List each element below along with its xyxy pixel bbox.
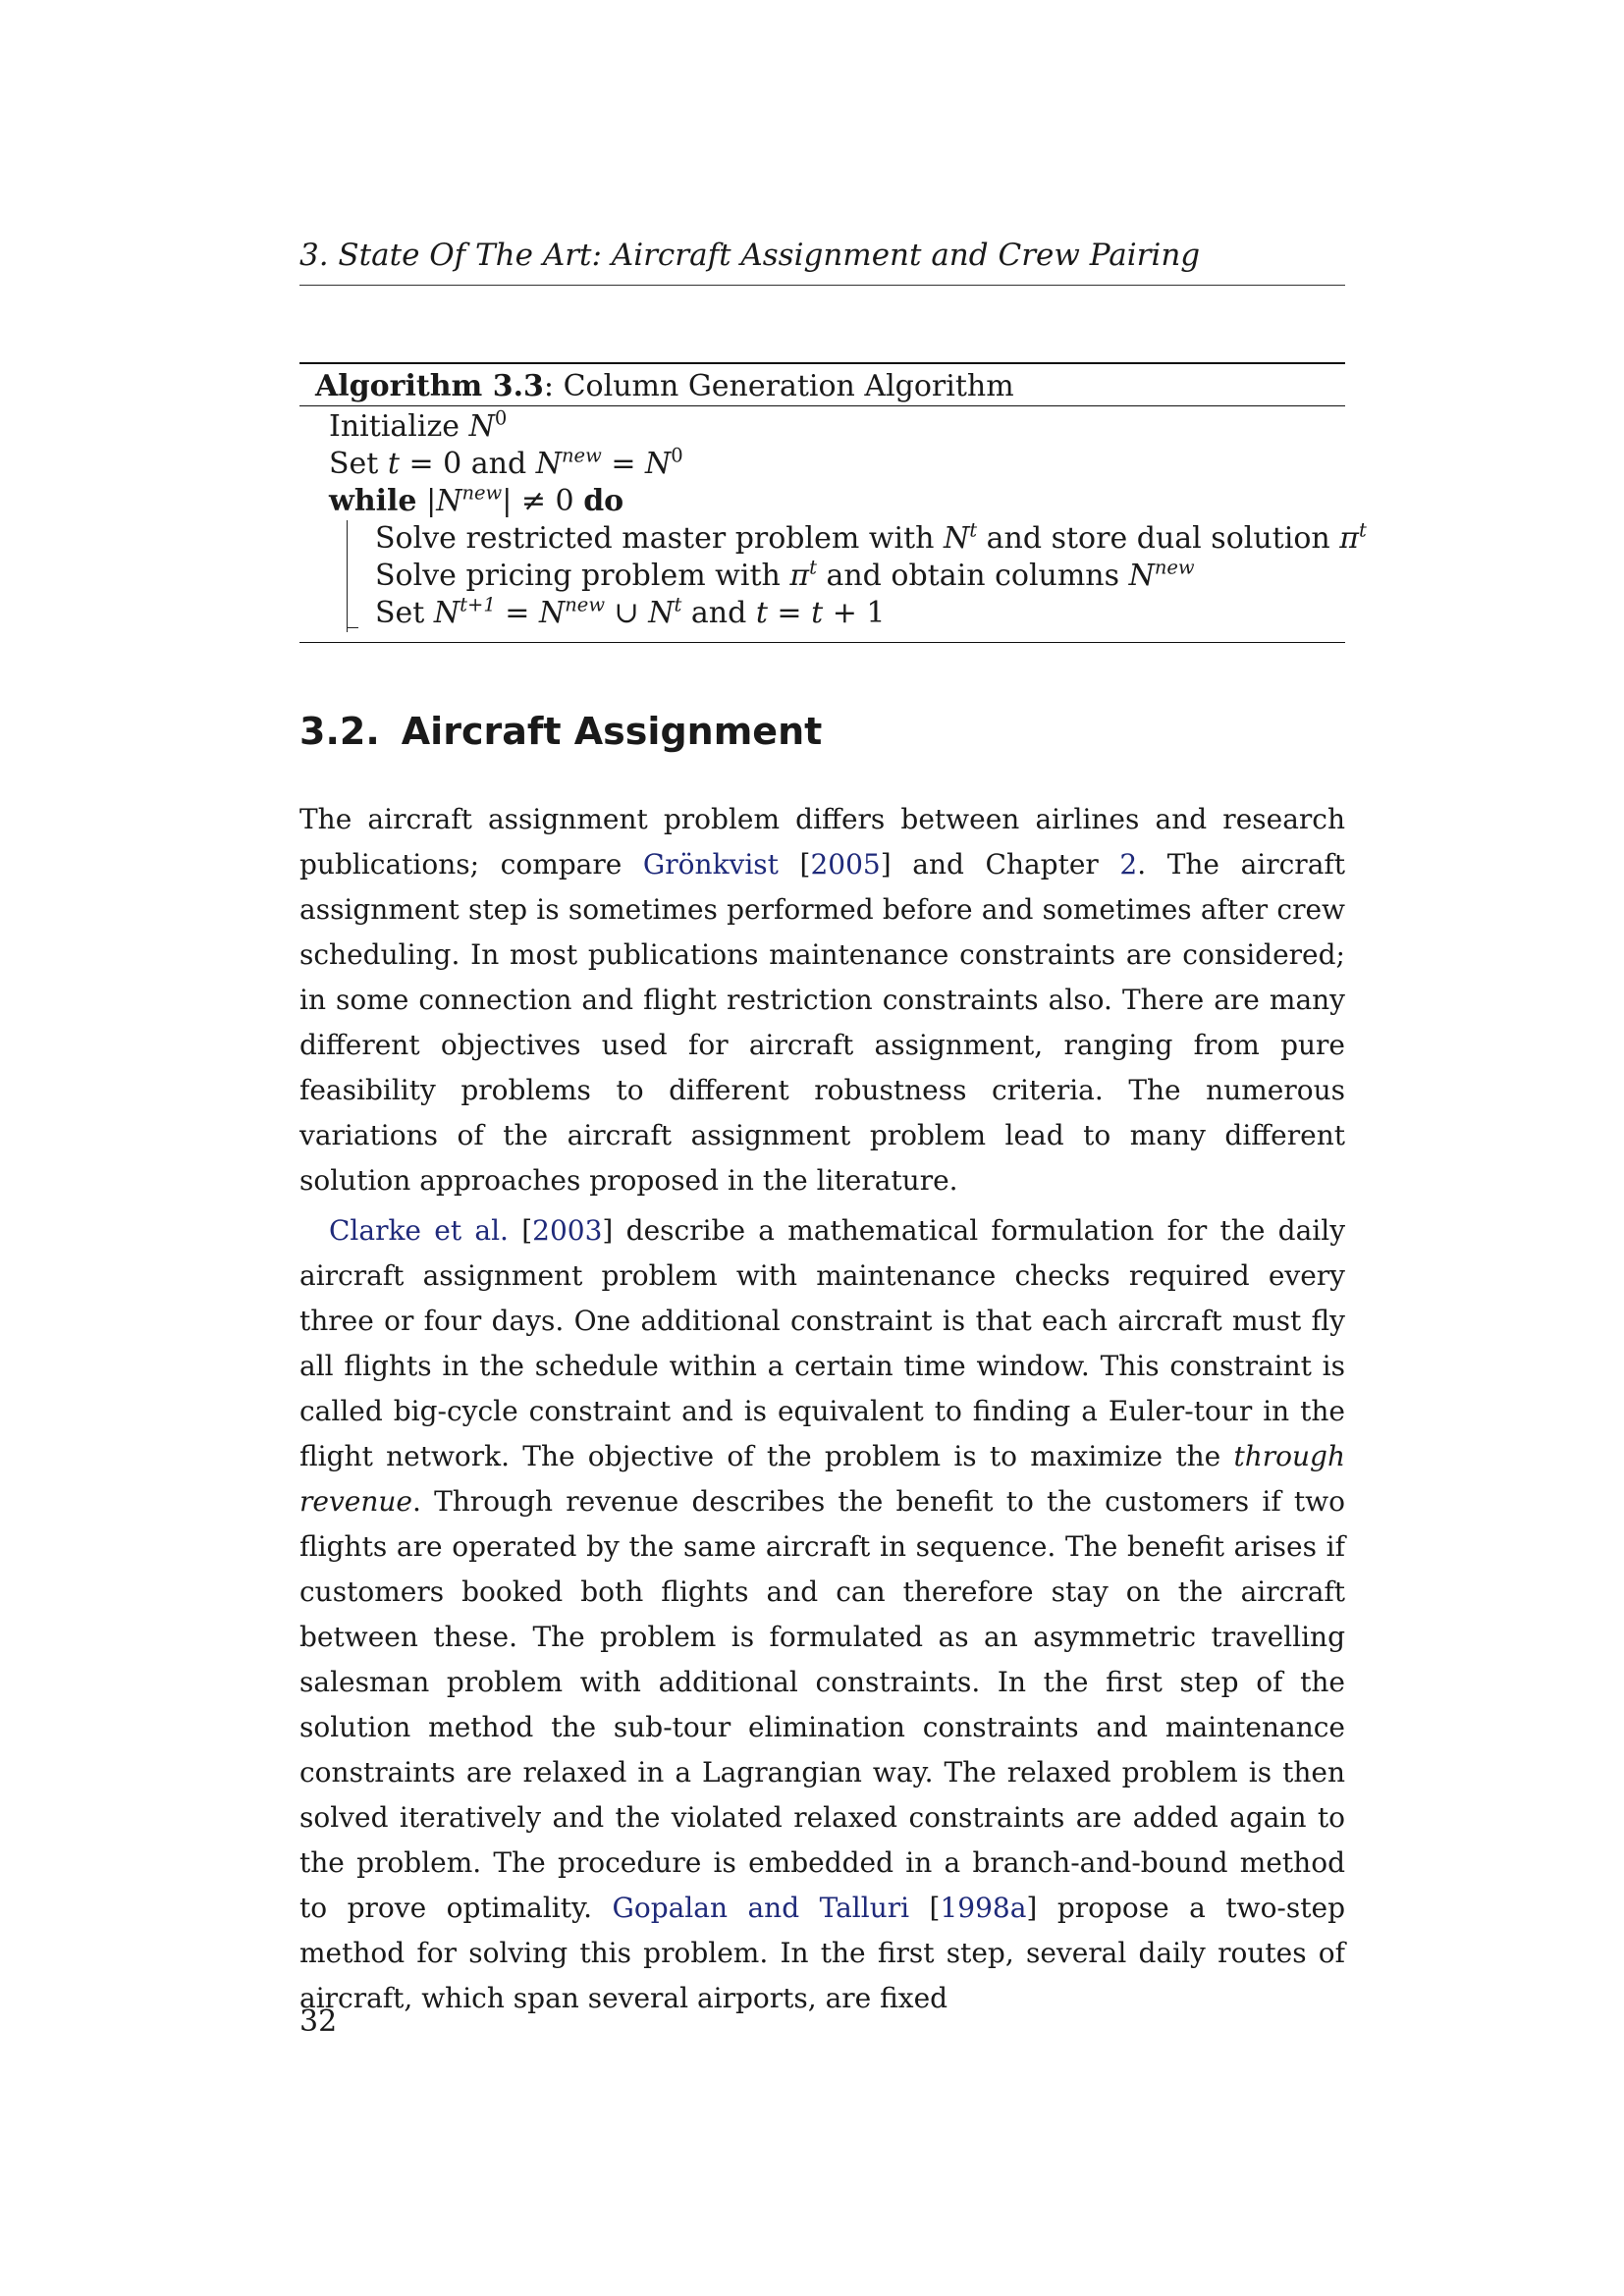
algorithm-line-1: Initialize $N^0$ (329, 406, 508, 444)
citation-year-link[interactable]: 2005 (810, 848, 881, 881)
algorithm-caption (299, 364, 1345, 405)
header-rule (299, 285, 1345, 286)
algorithm-title: Column Generation Algorithm (563, 369, 1014, 403)
paragraph-2: Clarke et al. [2003] describe a mathematical formulation for the daily aircraft assignment problem with maintenance checks required every three or four days. One additional constraint is that each aircraft must fly all flights in the schedule within a certain time window. This constraint is called big-cycle constraint and is equivalent to finding a Euler-tour in the flight network. The objective of the problem is to maximize the through revenue. Through revenue describes the benefit to the customers if two flights are operated by the same aircraft in sequence. The benefit arises if customers booked both flights and can therefore stay on the aircraft between these. The problem is formulated as an asymmetric travelling salesman problem with additional constraints. In the first step of the solution method the sub-tour elimination constraints and maintenance constraints are relaxed in a Lagrangian way. The relaxed problem is then solved iteratively and the violated relaxed constraints are added again to the problem. The procedure is embedded in a branch-and-bound method to prove optimality. Gopalan and Talluri [1998a] propose a two-step method for solving this problem. In the first step, several daily routes of aircraft, which span several airports, are fixed (299, 1214, 1346, 2014)
algorithm-line-3: while $|N^{new}| \ne 0$ do (329, 481, 624, 518)
algorithm-line-5: Solve pricing problem with $\pi^t$ and obtain columns $N^{new}$ (375, 556, 1195, 593)
running-header: 3. State Of The Art: Aircraft Assignment and Crew Pairing (299, 238, 1201, 273)
body-text (299, 797, 1345, 2021)
algorithm-loop-block (347, 518, 1367, 632)
algorithm-bottom-rule (299, 642, 1345, 643)
algorithm-caption-separator: : (543, 369, 555, 403)
citation-link[interactable]: Grönkvist (642, 848, 779, 881)
section-heading (299, 707, 822, 756)
algorithm-box (299, 362, 1367, 643)
citation-link[interactable]: Clarke et al. (329, 1214, 509, 1247)
section-title: Aircraft Assignment (401, 710, 823, 753)
algorithm-body (299, 406, 1367, 642)
chapter-link[interactable]: 2 (1119, 848, 1138, 881)
algorithm-line-2: Set t = 0 and $N^{new} = N^0$ (329, 444, 683, 481)
algorithm-line-4: Solve restricted master problem with $N^t$ and store dual solution $\pi^t$ (375, 518, 1367, 556)
citation-year-link[interactable]: 1998a (940, 1892, 1027, 1924)
emphasis: through revenue (299, 1440, 1345, 1518)
page-number: 32 (299, 2004, 338, 2039)
citation-link[interactable]: Gopalan and Talluri (612, 1892, 910, 1924)
section-number: 3.2. (299, 710, 380, 753)
paragraph-1: The aircraft assignment problem differs between airlines and research publications; compare Grönkvist [2005] and Chapter 2. The aircraft assignment step is sometimes performed before and sometimes after crew scheduling. In most publications maintenance constraints are considered; in some connection and flight restriction constraints also. There are many different objectives used for aircraft assignment, ranging from pure feasibility problems to different robustness criteria. The numerous variations of the aircraft assignment problem lead to many different solution approaches proposed in the literature. (299, 803, 1345, 1197)
algorithm-label: Algorithm 3.3 (315, 369, 544, 403)
algorithm-loop-end-mark (347, 627, 358, 628)
citation-year-link[interactable]: 2003 (532, 1214, 603, 1247)
algorithm-line-6: Set $N^{t+1} = N^{new}$ ∪ $N^t$ and t = t + 1 (375, 593, 886, 630)
